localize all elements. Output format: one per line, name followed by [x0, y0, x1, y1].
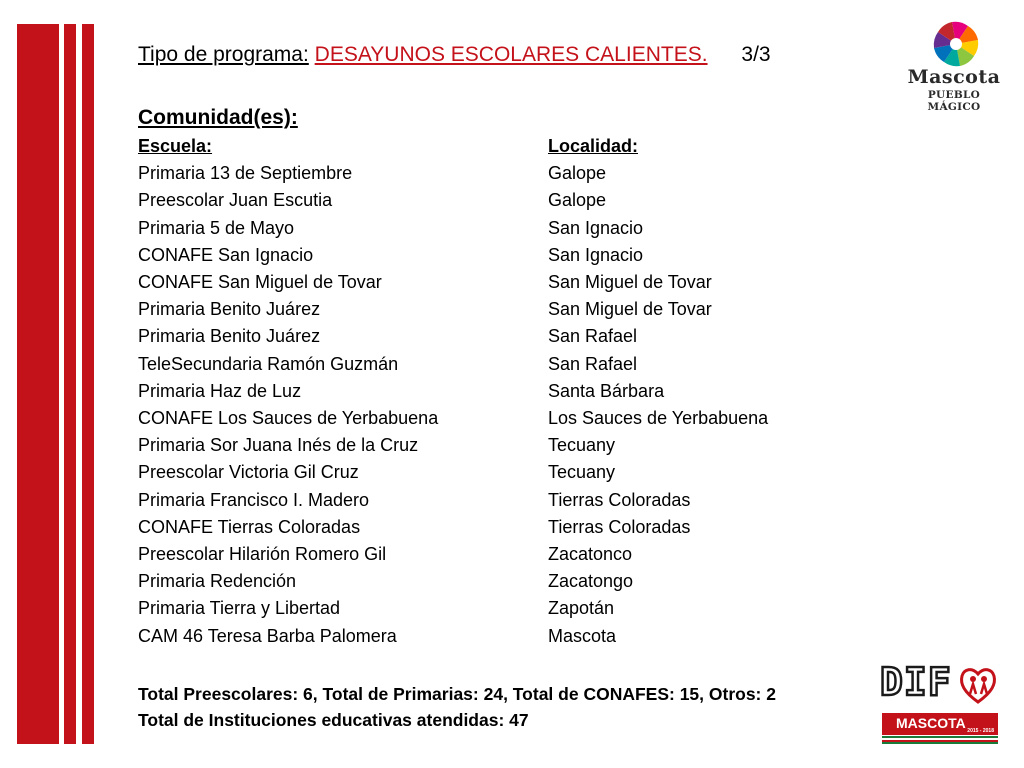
locality-name: Tierras Coloradas: [548, 516, 691, 537]
decor-bar-wide: [17, 24, 59, 744]
school-name: Primaria Tierra y Libertad: [138, 598, 341, 619]
decor-bar-thin-1: [64, 24, 76, 744]
table-row: [138, 296, 768, 323]
locality-name: San Rafael: [548, 353, 638, 374]
school-name: Primaria 5 de Mayo: [138, 217, 295, 238]
school-name: Primaria Benito Juárez: [138, 326, 321, 347]
school-name: Primaria Sor Juana Inés de la Cruz: [138, 435, 419, 456]
totals-block: [138, 681, 776, 733]
dif-logo-word: DIF: [880, 660, 952, 704]
decor-bar-thin-2: [82, 24, 94, 744]
table-row: [138, 459, 768, 486]
dif-banner-text: MASCOTA: [896, 715, 966, 731]
locality-name: Santa Bárbara: [548, 380, 665, 401]
locality-name: San Miguel de Tovar: [548, 272, 712, 293]
page-number: 3/3: [741, 43, 771, 66]
school-name: Preescolar Victoria Gil Cruz: [138, 462, 359, 483]
locality-name: Mascota: [548, 625, 617, 646]
table-row: [138, 160, 768, 187]
school-name: TeleSecundaria Ramón Guzmán: [138, 353, 399, 374]
mascota-logo-subtitle: PUEBLO MÁGICO: [927, 89, 981, 113]
locality-name: Los Sauces de Yerbabuena: [548, 408, 769, 429]
table-row: [138, 623, 768, 650]
totals-line-2: Total de Instituciones educativas atendidas: 47: [138, 710, 529, 730]
school-name: CONAFE Tierras Coloradas: [138, 516, 361, 537]
table-row: [138, 514, 768, 541]
table-row: [138, 432, 768, 459]
mascota-logo-name: Mascota: [907, 66, 1001, 88]
school-name: CONAFE Los Sauces de Yerbabuena: [138, 408, 439, 429]
table-header-row: [138, 133, 768, 160]
locality-name: Tierras Coloradas: [548, 489, 691, 510]
program-label: Tipo de programa:: [138, 43, 309, 66]
school-name: CONAFE San Ignacio: [138, 244, 314, 265]
locality-name: Zacatonco: [548, 544, 633, 565]
totals-line-1: Total Preescolares: 6, Total de Primarias: 24, Total de CONAFES: 15, Otros: 2: [138, 684, 776, 704]
dif-years: 2015 - 2018: [967, 728, 994, 734]
table-row: [138, 378, 768, 405]
locality-name: Galope: [548, 163, 607, 184]
dif-stripes: [882, 736, 998, 744]
table-body: [138, 160, 768, 650]
table-row: [138, 541, 768, 568]
school-name: Primaria Francisco I. Madero: [138, 489, 370, 510]
school-name: Primaria Haz de Luz: [138, 380, 302, 401]
col-header-locality: Localidad:: [548, 136, 639, 156]
school-name: Preescolar Hilarión Romero Gil: [138, 544, 387, 565]
table-row: [138, 187, 768, 214]
locality-name: Zacatongo: [548, 571, 634, 592]
table-row: [138, 323, 768, 350]
locality-name: Galope: [548, 190, 607, 211]
school-name: CAM 46 Teresa Barba Palomera: [138, 625, 397, 646]
locality-name: Zapotán: [548, 598, 615, 619]
community-heading: Comunidad(es):: [138, 106, 298, 129]
school-name: Preescolar Juan Escutia: [138, 190, 333, 211]
table-row: [138, 269, 768, 296]
table-row: [138, 242, 768, 269]
table-row: [138, 595, 768, 622]
table-row: [138, 568, 768, 595]
col-header-school: Escuela:: [138, 136, 213, 156]
program-title: [138, 41, 771, 69]
locality-name: San Miguel de Tovar: [548, 299, 712, 320]
school-name: CONAFE San Miguel de Tovar: [138, 272, 382, 293]
school-name: Primaria 13 de Septiembre: [138, 163, 353, 184]
school-name: Primaria Benito Juárez: [138, 299, 321, 320]
locality-name: San Ignacio: [548, 217, 644, 238]
dif-heart-family-icon: [958, 664, 998, 706]
program-value: DESAYUNOS ESCOLARES CALIENTES.: [314, 43, 708, 66]
schools-table: [138, 133, 768, 650]
locality-name: San Rafael: [548, 326, 638, 347]
dif-banner: [882, 713, 998, 735]
locality-name: Tecuany: [548, 462, 616, 483]
table-row: [138, 487, 768, 514]
school-name: Primaria Redención: [138, 571, 297, 592]
table-row: [138, 405, 768, 432]
locality-name: Tecuany: [548, 435, 616, 456]
table-row: [138, 215, 768, 242]
table-row: [138, 351, 768, 378]
locality-name: San Ignacio: [548, 244, 644, 265]
